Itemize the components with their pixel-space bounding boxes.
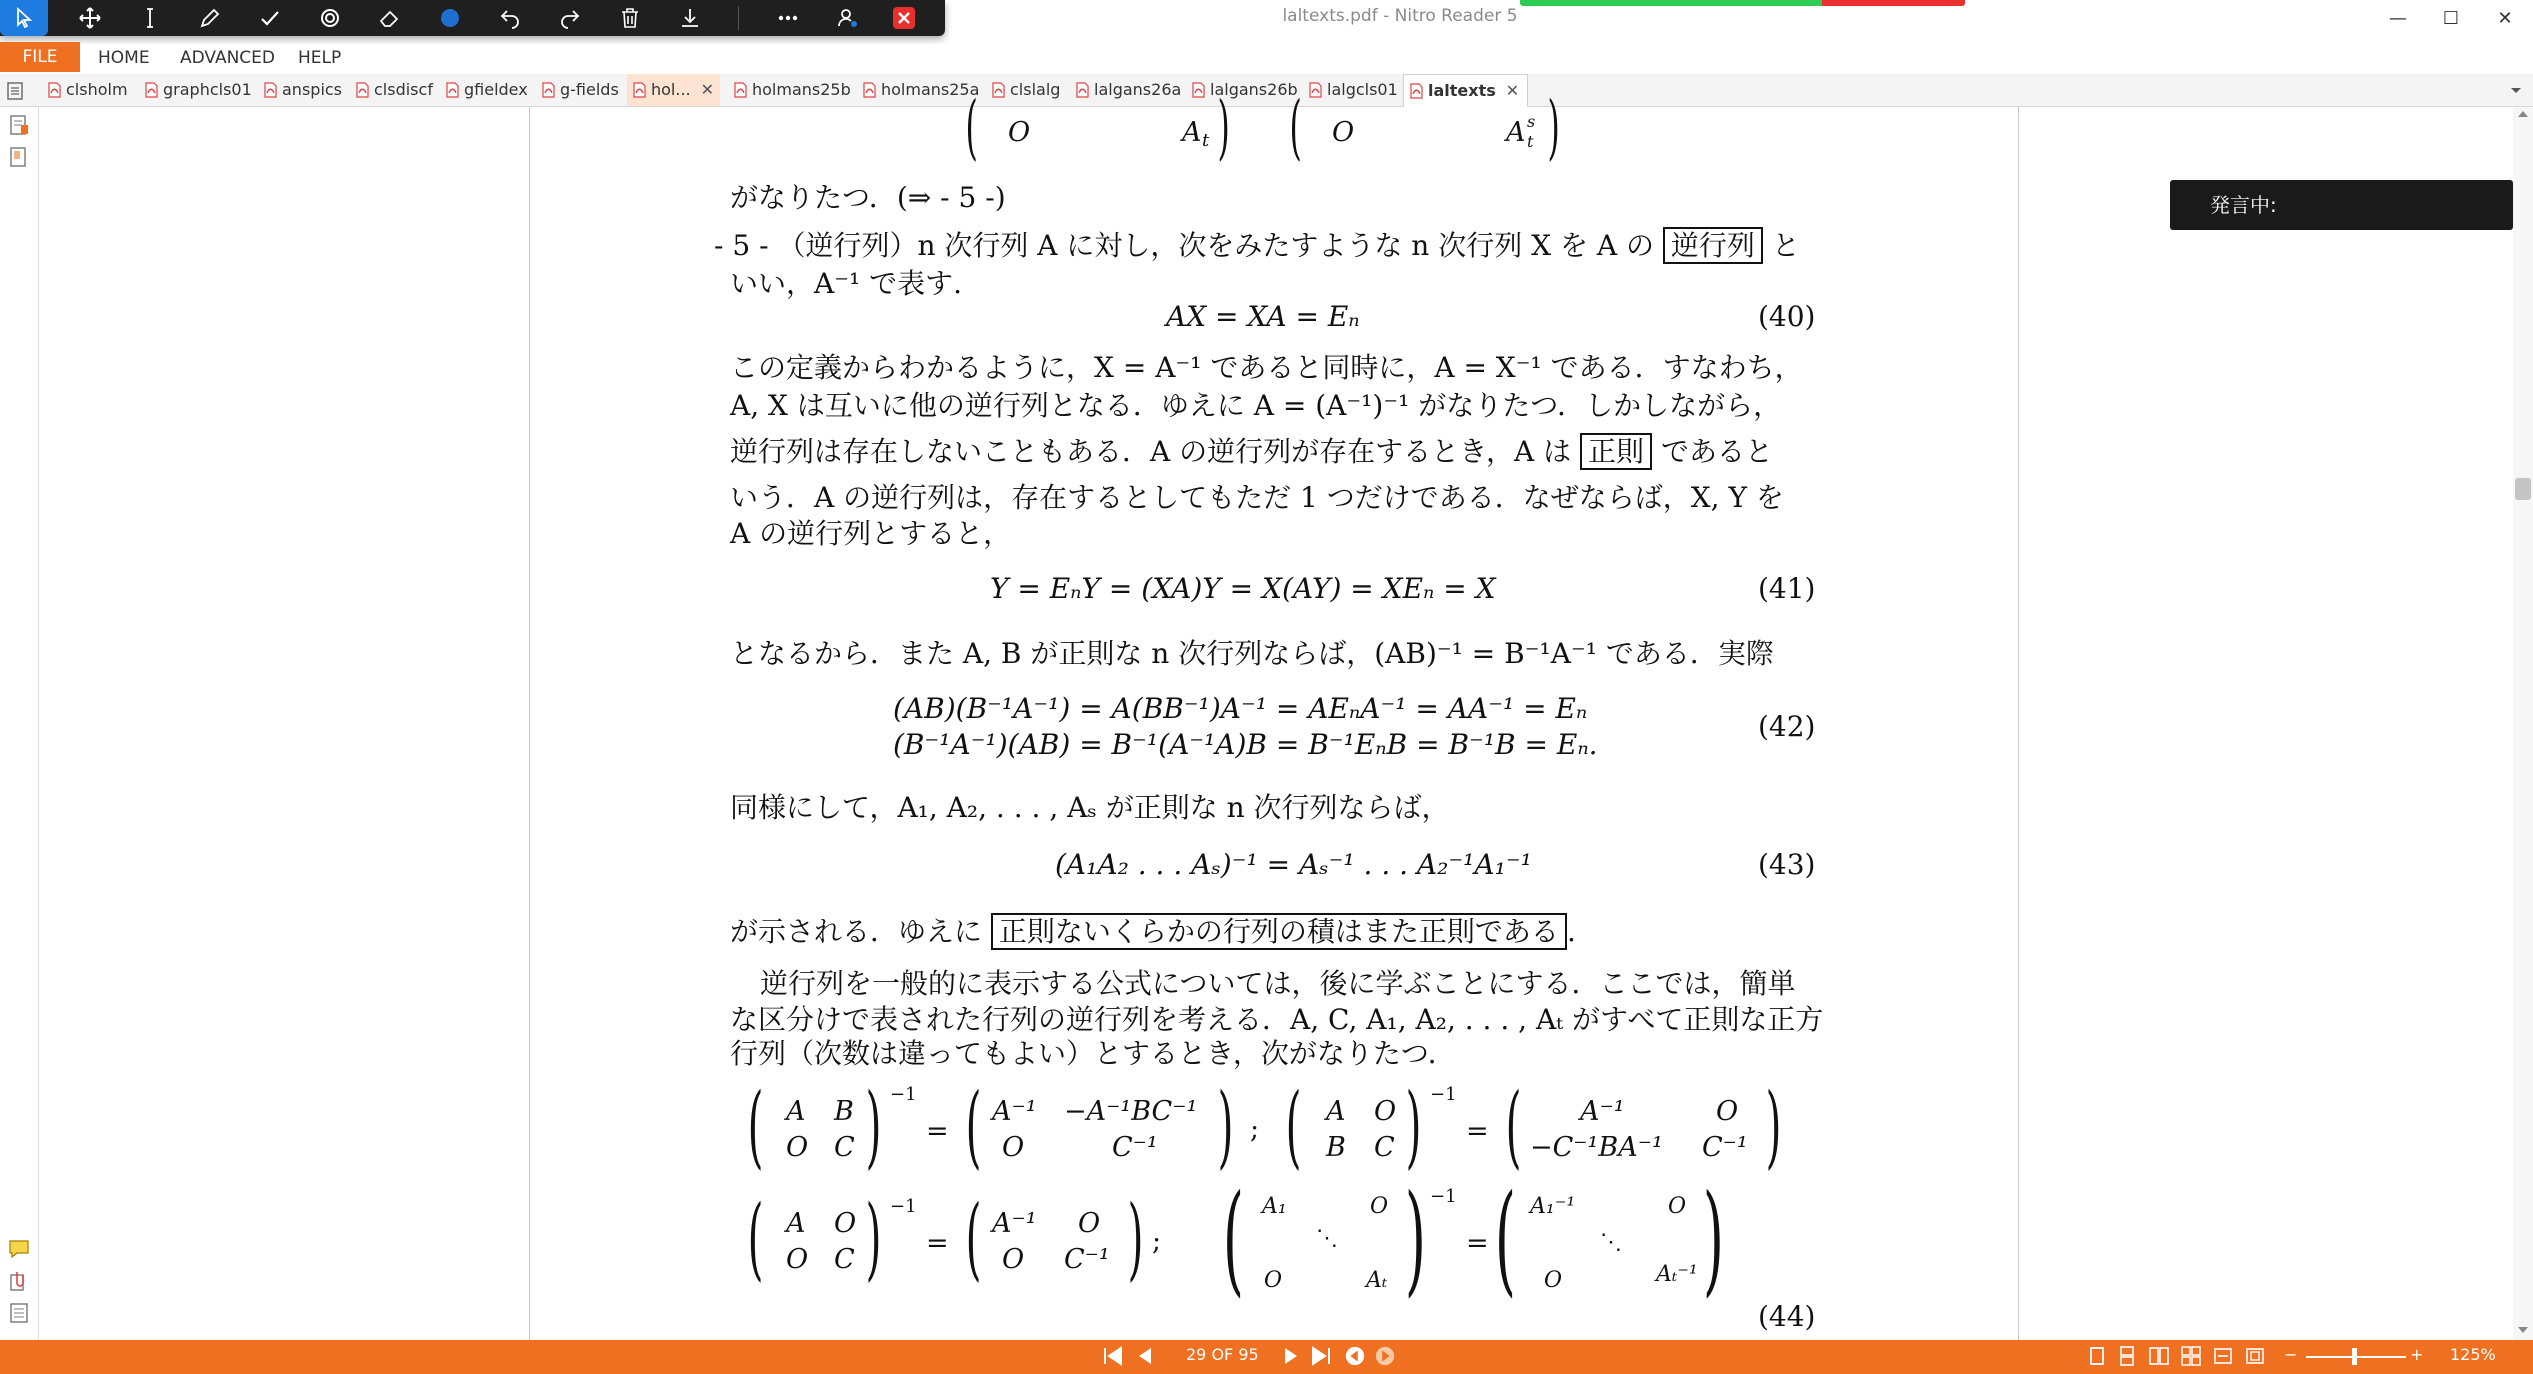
- continuous-facing-view-icon[interactable]: [2180, 1344, 2202, 1368]
- paren-right: ): [1217, 86, 1230, 168]
- matrix-entry: O: [786, 1244, 809, 1275]
- tab-lalgans26a[interactable]: [1070, 74, 1181, 106]
- matrix-entry: O: [1370, 1194, 1389, 1219]
- color-picker-icon[interactable]: [426, 0, 474, 36]
- tab-label: graphcls01: [163, 80, 252, 99]
- matrix-entry: Aₜ: [1366, 1268, 1388, 1293]
- inverse-exponent: −1: [1430, 1186, 1457, 1207]
- text-line: 逆行列を一般的に表示する公式については，後に学ぶことにする．ここでは，簡単: [760, 967, 1796, 1000]
- text-span: であると: [1660, 435, 1773, 468]
- inverse-exponent: −1: [890, 1196, 917, 1217]
- stamp-icon[interactable]: [306, 0, 354, 36]
- equation-42a: (AB)(B⁻¹A⁻¹) = A(BB⁻¹)A⁻¹ = AEₙA⁻¹ = AA⁻¹ = Eₙ: [893, 692, 1588, 725]
- equals-sign: =: [1466, 1116, 1489, 1147]
- equation-number: (41): [1758, 572, 1816, 605]
- matrix-entry: −C⁻¹BA⁻¹: [1530, 1132, 1663, 1163]
- tab-label: clslalg: [1010, 80, 1061, 99]
- tab-lalgans26b[interactable]: [1186, 74, 1298, 106]
- pdf-file-icon: [446, 82, 459, 98]
- vertical-scrollbar[interactable]: [2513, 107, 2533, 1340]
- text-line: いう．A の逆行列は，存在するとしてもただ 1 つだけである．なぜならば，X, Y を: [730, 481, 1784, 514]
- text-span: 逆行列は存在しないこともある．A の逆行列が存在するとき，A は: [730, 435, 1572, 468]
- text-line: な区分けで表された行列の逆行列を考える．A, C, A₁, A₂, . . . , Aₜ がすべて正則な正方: [730, 1003, 1824, 1036]
- matrix-entry: O: [1002, 1132, 1025, 1163]
- menu-advanced[interactable]: ADVANCED: [180, 48, 276, 68]
- tab-label: clsholm: [66, 80, 128, 99]
- equation-number: (44): [1758, 1300, 1816, 1333]
- scroll-up-icon[interactable]: [2517, 109, 2529, 119]
- pan-tool-icon[interactable]: [66, 0, 114, 36]
- bookmarks-icon[interactable]: [7, 113, 31, 137]
- paren-left: (: [1285, 1074, 1302, 1179]
- paren-left: (: [1222, 1170, 1244, 1309]
- top-matrix-t: t: [1202, 130, 1210, 151]
- tab-clslalg[interactable]: [986, 74, 1060, 106]
- tab-graphcls01[interactable]: [139, 74, 252, 106]
- tab-holmans25a[interactable]: [857, 74, 979, 106]
- equals-sign: =: [926, 1228, 949, 1259]
- matrix-entry: C: [1374, 1132, 1395, 1163]
- equals-sign: =: [926, 1116, 949, 1147]
- document-canvas-right: [2018, 107, 2513, 1340]
- equation-40: AX = XA = Eₙ: [1166, 300, 1360, 333]
- tab-label: clsdiscf: [374, 80, 433, 99]
- menu-home[interactable]: HOME: [98, 48, 150, 68]
- text-line: [730, 910, 1576, 950]
- fit-page-icon[interactable]: [2244, 1344, 2266, 1368]
- select-tool-icon[interactable]: [0, 0, 48, 36]
- maximize-button[interactable]: ☐: [2442, 8, 2460, 29]
- matrix-entry: A⁻¹: [992, 1208, 1037, 1239]
- top-matrix-t: t: [1527, 132, 1534, 151]
- pdf-file-icon: [992, 82, 1005, 98]
- speaking-indicator: 発言中:: [2170, 180, 2513, 230]
- top-matrix-s: s: [1527, 112, 1536, 131]
- pdf-file-icon: [542, 82, 555, 98]
- paren-right: ): [1702, 1170, 1724, 1309]
- matrix-entry: O: [1374, 1096, 1397, 1127]
- tab-g-fields[interactable]: [536, 74, 619, 106]
- tab-label: holmans25b: [752, 80, 851, 99]
- paren-right: ): [1547, 86, 1560, 168]
- tab-list-icon[interactable]: [6, 82, 24, 100]
- tab-label: lalgans26b: [1210, 80, 1298, 99]
- tab-holmans25b[interactable]: [728, 74, 851, 106]
- paren-left: (: [1505, 1074, 1522, 1179]
- indicator-green: [1520, 0, 1822, 6]
- menu-bar: [0, 44, 2533, 72]
- paren-right: ): [865, 1074, 882, 1179]
- matrix-entry: B: [1326, 1132, 1346, 1163]
- matrix-entry: A₁: [1262, 1194, 1287, 1219]
- tab-label: hol...: [651, 80, 691, 99]
- paren-left: (: [965, 86, 978, 168]
- matrix-entry: O: [1078, 1208, 1101, 1239]
- paren-left: (: [747, 1186, 764, 1291]
- checkmark-icon[interactable]: [246, 0, 294, 36]
- matrix-entry: O: [1264, 1268, 1283, 1293]
- matrix-entry: O: [1544, 1268, 1563, 1293]
- toolbar-divider: [738, 6, 739, 30]
- trash-icon[interactable]: [606, 0, 654, 36]
- top-matrix-a: A: [1182, 117, 1202, 148]
- forward-view-icon[interactable]: [1374, 1344, 1396, 1368]
- text-line: 行列（次数は違ってもよい）とするとき，次がなりたつ．: [730, 1037, 1456, 1070]
- pdf-file-icon: [1309, 82, 1322, 98]
- paren-left: (: [1289, 86, 1302, 168]
- paren-left: (: [1494, 1170, 1516, 1309]
- matrix-entry: A: [1326, 1096, 1346, 1127]
- matrix-entry: O: [1002, 1244, 1025, 1275]
- last-page-icon[interactable]: [1310, 1344, 1332, 1368]
- matrix-entry: −A⁻¹BC⁻¹: [1064, 1096, 1198, 1127]
- zoom-in-button[interactable]: +: [2410, 1345, 2424, 1364]
- zoom-out-button[interactable]: −: [2284, 1345, 2298, 1364]
- comments-icon[interactable]: [7, 1237, 31, 1261]
- tab-label: lalgcls01: [1327, 80, 1398, 99]
- matrix-entry: A⁻¹: [1580, 1096, 1625, 1127]
- boxed-term-regular: 正則: [1580, 433, 1652, 470]
- minimize-button[interactable]: —: [2389, 8, 2407, 29]
- user-settings-icon[interactable]: [824, 0, 872, 36]
- paren-right: ): [1765, 1074, 1782, 1179]
- pdf-file-icon: [1410, 83, 1423, 99]
- attachments-icon[interactable]: [7, 1269, 31, 1293]
- definition-label: - 5 - （逆行列）: [714, 229, 918, 262]
- tab-label: laltexts: [1428, 81, 1496, 100]
- semicolon: ;: [1250, 1114, 1260, 1145]
- zoom-level[interactable]: 125%: [2450, 1345, 2496, 1364]
- single-page-view-icon[interactable]: [2086, 1344, 2108, 1368]
- matrix-entry: O: [1668, 1194, 1687, 1219]
- equation-41: Y = EₙY = (XA)Y = X(AY) = XEₙ = X: [990, 572, 1496, 605]
- left-panel-rail: [0, 107, 39, 1340]
- matrix-entry: C⁻¹: [1702, 1132, 1748, 1163]
- first-page-icon[interactable]: [1102, 1344, 1124, 1368]
- matrix-entry: C: [834, 1132, 855, 1163]
- output-icon[interactable]: [7, 1301, 31, 1325]
- paren-left: (: [965, 1074, 982, 1179]
- paren-right: ): [1405, 1074, 1422, 1179]
- boxed-statement: 正則ないくらかの行列の積はまた正則である: [991, 913, 1567, 950]
- matrix-entry: ⋱: [1600, 1230, 1622, 1255]
- matrix-entry: C: [834, 1244, 855, 1275]
- close-window-button[interactable]: ✕: [2497, 8, 2513, 29]
- text-select-icon[interactable]: [126, 0, 174, 36]
- tab-close-icon[interactable]: ✕: [700, 80, 715, 99]
- matrix-entry: O: [834, 1208, 857, 1239]
- text-line: A の逆行列とすると，: [730, 517, 1012, 550]
- semicolon: ;: [1152, 1226, 1162, 1257]
- previous-page-icon[interactable]: [1134, 1344, 1156, 1368]
- equation-number: (43): [1758, 848, 1816, 881]
- tab-laltexts[interactable]: [1403, 74, 1528, 107]
- matrix-entry: A⁻¹: [992, 1096, 1037, 1127]
- pages-icon[interactable]: [7, 145, 31, 169]
- matrix-entry: A: [786, 1096, 806, 1127]
- tab-label: anspics: [282, 80, 343, 99]
- eraser-icon[interactable]: [366, 0, 414, 36]
- pdf-file-icon: [356, 82, 369, 98]
- text-line: この定義からわかるように，X = A⁻¹ であると同時に，A = X⁻¹ である．すなわち，: [730, 351, 1803, 384]
- matrix-entry: A₁⁻¹: [1530, 1194, 1576, 1219]
- text-span: が示される．ゆえに: [730, 915, 983, 948]
- text-line: 同様にして，A₁, A₂, . . . , Aₛ が正則な n 次行列ならば，: [730, 791, 1450, 824]
- text-line: [730, 430, 1773, 470]
- pdf-file-icon: [48, 82, 61, 98]
- pdf-file-icon: [145, 82, 158, 98]
- next-page-icon[interactable]: [1280, 1344, 1302, 1368]
- redo-icon[interactable]: [546, 0, 594, 36]
- tab-overflow-chevron-icon[interactable]: [2508, 82, 2524, 98]
- undo-icon[interactable]: [486, 0, 534, 36]
- pdf-file-icon: [633, 82, 646, 98]
- tab-close-icon[interactable]: ✕: [1505, 81, 1520, 100]
- scroll-down-icon[interactable]: [2517, 1325, 2529, 1335]
- pdf-file-icon: [1192, 82, 1205, 98]
- text-line: いい，A⁻¹ で表す.: [730, 267, 963, 300]
- tab-label: gfieldex: [464, 80, 528, 99]
- matrix-entry: O: [1716, 1096, 1739, 1127]
- matrix-entry: O: [786, 1132, 809, 1163]
- floating-toolbar: [0, 0, 945, 36]
- text-line: となるから．また A, B が正則な n 次行列ならば，(AB)⁻¹ = B⁻¹A⁻¹ である．実際: [730, 637, 1774, 670]
- continuous-view-icon[interactable]: [2116, 1344, 2138, 1368]
- tab-label: lalgans26a: [1094, 80, 1182, 99]
- paren-right: ): [865, 1186, 882, 1291]
- text-line: がなりたつ．(⇒ - 5 -): [730, 181, 1006, 214]
- menu-help[interactable]: HELP: [298, 48, 342, 68]
- matrix-entry: B: [834, 1096, 854, 1127]
- paren-left: (: [965, 1186, 982, 1291]
- matrix-entry: C⁻¹: [1112, 1132, 1158, 1163]
- zoom-slider-thumb[interactable]: [2352, 1348, 2357, 1365]
- recording-indicator: [1520, 0, 1965, 6]
- pdf-file-icon: [264, 82, 277, 98]
- fit-width-icon[interactable]: [2212, 1344, 2234, 1368]
- scrollbar-thumb[interactable]: [2515, 478, 2531, 500]
- text-line: A, X は互いに他の逆行列となる．ゆえに A = (A⁻¹)⁻¹ がなりたつ．しかしながら，: [730, 389, 1782, 422]
- definition-5: [714, 224, 1800, 264]
- pdf-file-icon: [863, 82, 876, 98]
- window-title: laltexts.pdf - Nitro Reader 5: [1282, 6, 1518, 26]
- tab-lalgcls01[interactable]: [1303, 74, 1398, 106]
- tab-hol[interactable]: [627, 74, 720, 106]
- inverse-exponent: −1: [890, 1084, 917, 1105]
- pen-icon[interactable]: [186, 0, 234, 36]
- paren-right: ): [1217, 1074, 1234, 1179]
- top-matrix-a: A: [1506, 117, 1526, 148]
- more-icon[interactable]: [764, 0, 812, 36]
- tab-label: g-fields: [560, 80, 619, 99]
- matrix-entry: A: [786, 1208, 806, 1239]
- facing-view-icon[interactable]: [2148, 1344, 2170, 1368]
- tab-gfieldex[interactable]: [440, 74, 528, 106]
- back-view-icon[interactable]: [1344, 1344, 1366, 1368]
- definition-text: n 次行列 A に対し，次をみたすような n 次行列 X を A の: [917, 229, 1655, 262]
- document-canvas-left: [39, 107, 529, 1340]
- matrix-entry: C⁻¹: [1064, 1244, 1110, 1275]
- pdf-file-icon: [734, 82, 747, 98]
- paren-right: ): [1404, 1170, 1426, 1309]
- matrix-entry: ⋱: [1316, 1226, 1338, 1251]
- equation-43: (A₁A₂ . . . Aₛ)⁻¹ = Aₛ⁻¹ . . . A₂⁻¹A₁⁻¹: [1055, 848, 1532, 881]
- top-matrix-o: O: [1008, 117, 1031, 148]
- tab-anspics[interactable]: [258, 74, 342, 106]
- boxed-term-inverse: 逆行列: [1663, 227, 1763, 264]
- indicator-red: [1822, 0, 1965, 6]
- inverse-exponent: −1: [1430, 1084, 1457, 1105]
- equals-sign: =: [1466, 1228, 1489, 1259]
- equation-number: (42): [1758, 710, 1816, 743]
- paren-left: (: [747, 1074, 764, 1179]
- paren-right: ): [1127, 1186, 1144, 1291]
- close-toolbar-button[interactable]: [884, 0, 924, 36]
- tab-clsdiscf[interactable]: [350, 74, 433, 106]
- equation-number: (40): [1758, 300, 1816, 333]
- definition-text: と: [1771, 229, 1800, 262]
- tab-clsholm[interactable]: [42, 74, 128, 106]
- tab-label: holmans25a: [881, 80, 980, 99]
- text-span: .: [1566, 915, 1576, 948]
- download-icon[interactable]: [666, 0, 714, 36]
- page-indicator[interactable]: 29 OF 95: [1186, 1345, 1259, 1364]
- top-matrix-o: O: [1332, 117, 1355, 148]
- menu-file[interactable]: FILE: [0, 42, 80, 72]
- matrix-entry: Aₜ⁻¹: [1656, 1262, 1698, 1287]
- pdf-file-icon: [1076, 82, 1089, 98]
- equation-42b: (B⁻¹A⁻¹)(AB) = B⁻¹(A⁻¹A)B = B⁻¹EₙB = B⁻¹B = Eₙ.: [893, 728, 1598, 761]
